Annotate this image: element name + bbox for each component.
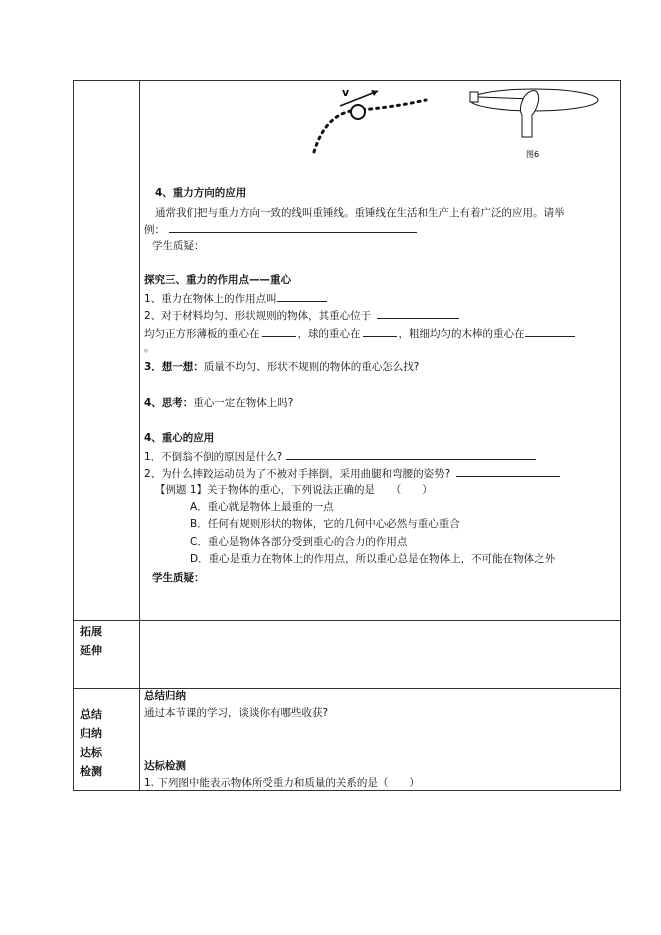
option-c[interactable]: C．重心是物体各部分受到重心的合力的作用点 xyxy=(190,536,408,548)
app-q1: 1．不倒翁不倒的原因是什么? xyxy=(144,448,536,465)
ball-blank[interactable] xyxy=(363,325,397,337)
explore3-q1: 1、重力在物体上的作用点叫 xyxy=(144,290,327,307)
section4-intro: 通常我们把与重力方向一致的线叫重锤线。重锤线在生活和生产上有着广泛的应用。请举 xyxy=(155,207,565,219)
summary-heading: 总结归纳 xyxy=(144,690,186,702)
section4-example: 例： xyxy=(144,221,417,238)
square-blank[interactable] xyxy=(262,325,296,337)
explore3-q2c: 。 xyxy=(144,342,155,354)
option-a[interactable]: A．重心就是物体上最重的一点 xyxy=(190,501,334,513)
check-heading: 达标检测 xyxy=(144,760,186,772)
summary-text: 通过本节课的学习，谈谈你有哪些收获? xyxy=(144,707,329,719)
section4-question: 学生质疑： xyxy=(152,240,205,252)
app-q2: 2、为什么摔跤运动员为了不被对手摔倒，采用曲腿和弯腰的姿势? xyxy=(144,465,560,482)
column-divider xyxy=(139,81,140,790)
explore3-q4: 4、思考：重心一定在物体上吗? xyxy=(144,397,294,409)
arrow-label: v xyxy=(342,86,350,99)
figure-caption: 图6 xyxy=(526,150,540,159)
explore3-heading: 探究三、重力的作用点——重心 xyxy=(144,274,291,286)
q1-blank[interactable] xyxy=(277,290,327,302)
projectile-figure xyxy=(300,82,430,157)
explore3-q3: 3．想一想：质量不均匀、形状不规则的物体的重心怎么找? xyxy=(144,361,420,373)
check-q1: 1. 下列图中能表示物体所受重力和质量的关系的是（ ） xyxy=(144,777,420,789)
app-q2-blank[interactable] xyxy=(456,465,560,477)
q2-blank[interactable] xyxy=(377,307,459,319)
explore3-q2b: 均匀正方形薄板的重心在 ，球的重心在 ，粗细均匀的木棒的重心在 xyxy=(144,325,575,342)
row-divider xyxy=(74,620,620,621)
explore3-q2: 2、对于材料均匀、形状规则的物体，其重心位于 xyxy=(144,307,459,324)
option-d[interactable]: D．重心是重力在物体上的作用点，所以重心总是在物体上，不可能在物体之外 xyxy=(190,553,556,565)
summary-label: 总结 归纳 达标 检测 xyxy=(80,708,102,778)
app-heading: 4、重心的应用 xyxy=(144,432,215,444)
example-question: 【例题 1】关于物体的重心，下列说法正确的是 （ ） xyxy=(155,484,433,496)
stick-blank[interactable] xyxy=(525,325,575,337)
section4-heading: 4、重力方向的应用 xyxy=(155,187,247,199)
plumb-figure xyxy=(466,83,602,161)
extension-label: 拓展 延伸 xyxy=(80,625,102,657)
option-b[interactable]: B．任何有规则形状的物体，它的几何中心必然与重心重合 xyxy=(190,518,460,530)
app-question: 学生质疑： xyxy=(152,572,205,584)
app-q1-blank[interactable] xyxy=(286,448,536,460)
example-blank[interactable] xyxy=(169,221,417,233)
